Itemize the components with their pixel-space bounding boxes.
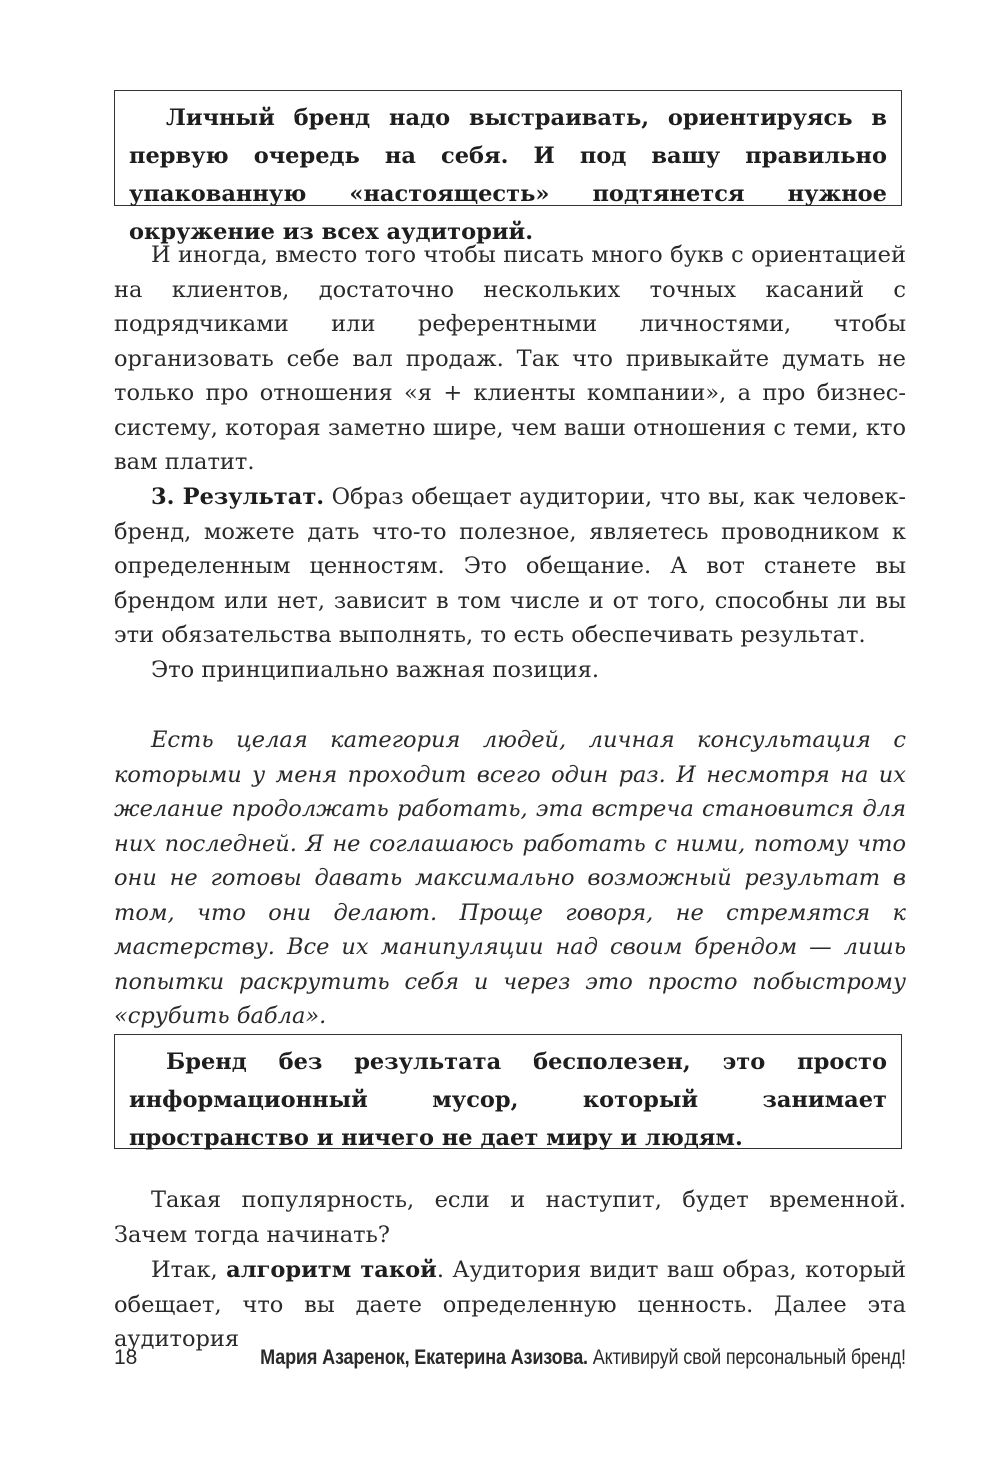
algorithm-bold: алгоритм такой — [226, 1257, 437, 1283]
running-title-book: Активируй свой персональный бренд! — [588, 1346, 906, 1369]
paragraph-result-text — [114, 480, 906, 653]
paragraph-contractors — [114, 238, 906, 480]
quote-text-brand-without-result: Бренд без результата бесполезен, это просто информационный мусор, который занимает пространство и ничего не дает миру и людям. — [129, 1049, 887, 1151]
paragraph-contractors-text: И иногда, вместо того чтобы писать много букв с ориентацией на клиентов, достаточно нескольких точных касаний с подрядчиками или референтными личностями, чтобы организовать себе вал продаж. Так что привыкайте думать не только про отношения «я + клиенты компании», а про бизнес-систему, которая заметно шире, чем ваши отношения с теми, кто вам платит. — [114, 242, 906, 475]
running-title — [260, 1346, 906, 1370]
quote-box-personal-brand — [114, 90, 902, 245]
quote-box-brand-without-result — [114, 1034, 902, 1149]
page-footer — [114, 1346, 906, 1376]
italic-example-block — [114, 723, 906, 1034]
quote-text-personal-brand: Личный бренд надо выстраивать, ориентируясь в первую очередь на себя. И под вашу правильно упакованную «настоящесть» подтянется нужное окружение из всех аудиторий. — [129, 105, 887, 245]
paragraph-algorithm — [114, 1253, 906, 1357]
paragraph-popularity — [114, 1183, 906, 1357]
paragraph-important-position: Это принципиально важная позиция. — [151, 656, 600, 683]
algorithm-body: . Аудитория видит ваш образ, который обещает, что вы даете определенную ценность. Далее эта аудитория — [114, 1257, 906, 1352]
page-number: 18 — [114, 1346, 138, 1369]
paragraph-result — [114, 480, 906, 687]
running-title-authors: Мария Азаренок, Екатерина Азизова. — [260, 1346, 589, 1369]
italic-example-text: Есть целая категория людей, личная консультация с которыми у меня проходит всего один раз. И несмотря на их желание продолжать работать, эта встреча становится для них последней. Я не соглашаюсь работать с ними, потому что они не готовы давать максимально возможный результат в том, что они делают. Проще говоря, не стремятся к мастерству. Все их манипуляции над своим брендом — лишь попытки раскрутить себя и через это просто побыстрому «срубить бабла». — [114, 727, 906, 1029]
algorithm-lead: Итак, — [151, 1257, 227, 1283]
result-body: Образ обещает аудитории, что вы, как человек-бренд, можете дать что-то полезное, являетесь проводником к определенным ценностям. Это обещание. А вот станете вы брендом или нет, зависит в том числе и от того, способны ли вы эти обязательства выполнять, то есть обеспечивать результат. — [114, 484, 906, 648]
result-heading: 3. Результат. — [151, 484, 325, 510]
paragraph-popularity-text: Такая популярность, если и наступит, будет временной. Зачем тогда начинать? — [114, 1187, 906, 1248]
